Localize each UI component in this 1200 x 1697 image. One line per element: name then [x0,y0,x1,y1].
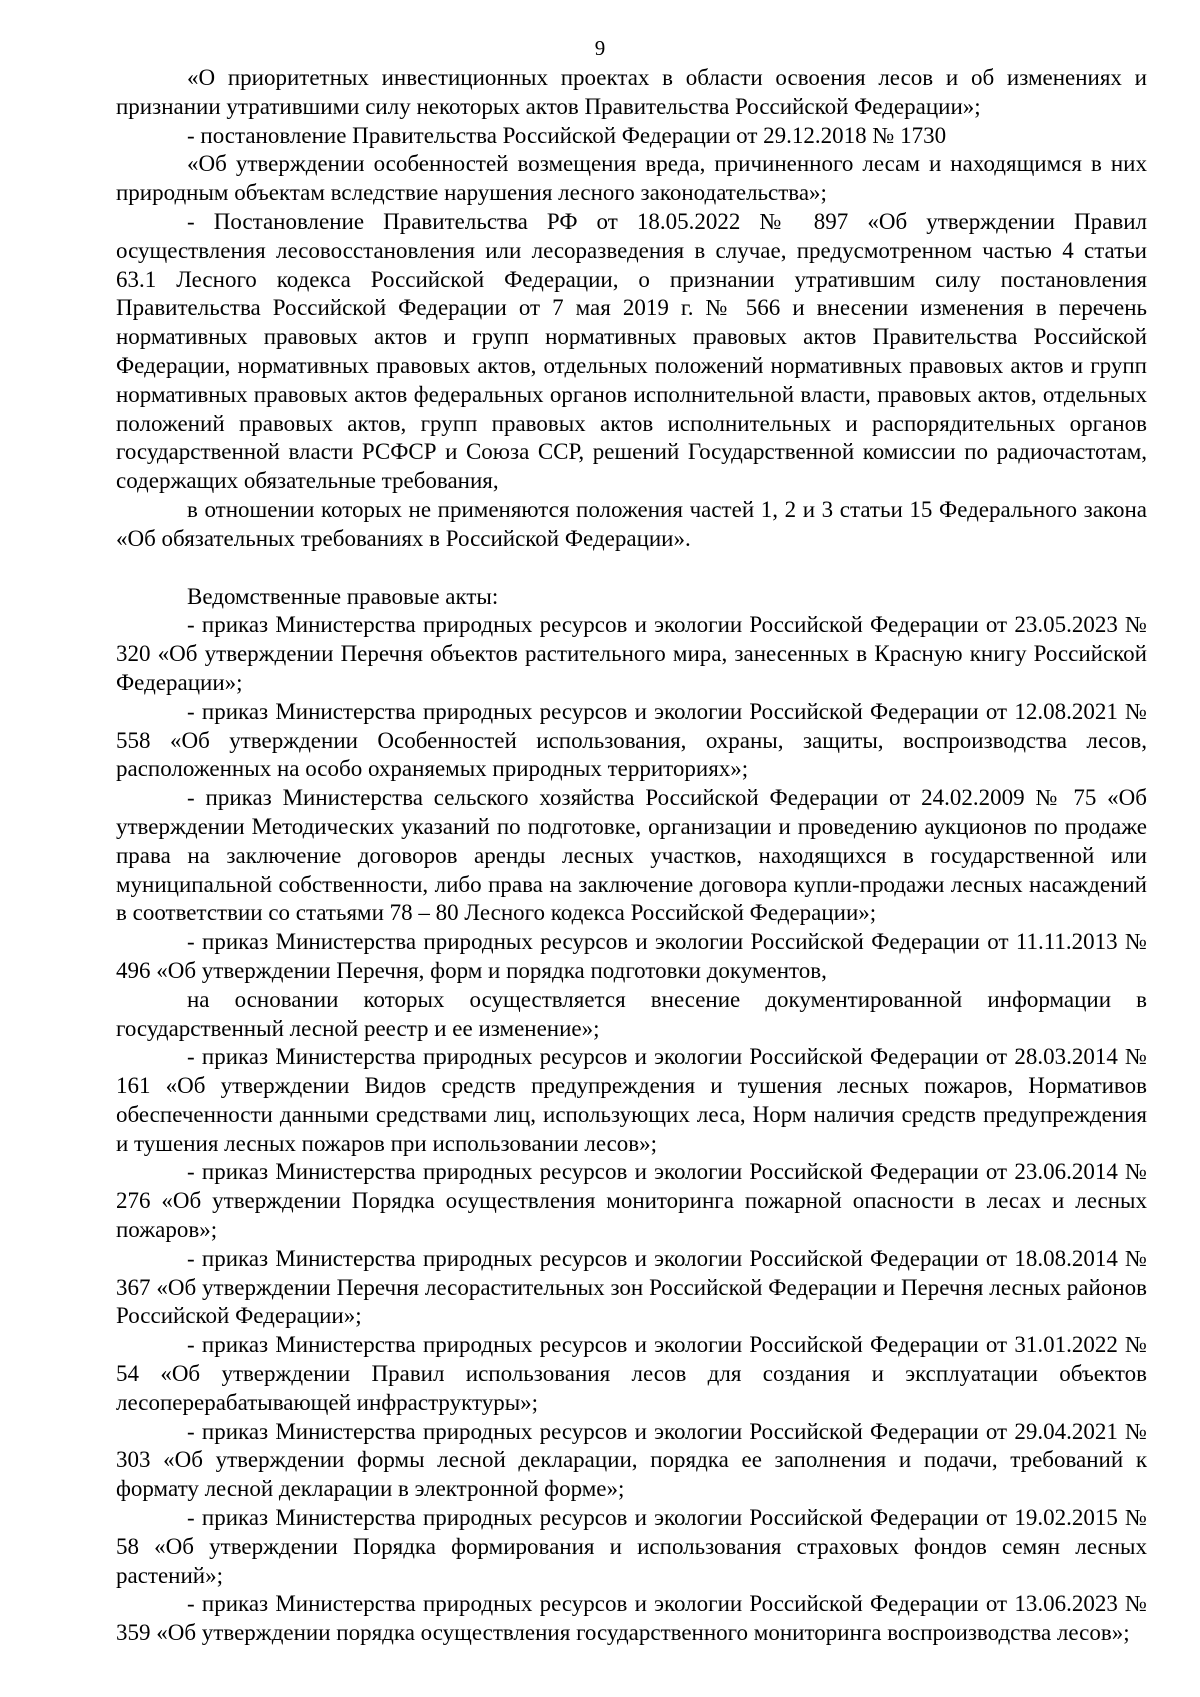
paragraph: в отношении которых не применяются положения частей 1, 2 и 3 статьи 15 Федерального закона «Об обязательных требованиях в Российской Федерации». [116,496,1147,551]
page-number: 9 [594,36,606,60]
paragraph: «Об утверждении особенностей возмещения вреда, причиненного лесам и находящимся в них природным объектам вследствие нарушения лесного законодательства»; [116,151,1147,206]
act-item: - приказ Министерства природных ресурсов и экологии Российской Федерации от 18.08.2014 № 367 «Об утверждении Перечня лесорастительных зон Российской Федерации и Перечня лесных районов Российской Федерации»; [116,1245,1147,1329]
paragraph: - Постановление Правительства РФ от 18.05.2022 № 897 «Об утверждении Правил осуществления лесовосстановления или лесоразведения в случае, предусмотренном частью 4 статьи 63.1 Лесного кодекса Российской Федерации, о признании утратившим силу постановления Правительства Российской Федерации от 7 мая 2019 г. № 566 и внесении изменения в перечень нормативных правовых актов и групп нормативных правовых актов Правительства Российской Федерации, нормативных правовых актов, отдельных положений нормативных правовых актов и групп нормативных правовых актов федеральных органов исполнительной власти, правовых актов, отдельных положений правовых актов, групп правовых актов исполнительных и распорядительных органов государственной власти РСФСР и Союза ССР, решений Государственной комиссии по радиочастотам, содержащих обязательные требования, [116,208,1147,494]
act-item: - приказ Министерства природных ресурсов и экологии Российской Федерации от 12.08.2021 № 558 «Об утверждении Особенностей использования, охраны, защиты, воспроизводства лесов, расположенных на особо охраняемых природных территориях»; [116,698,1147,782]
act-item: на основании которых осуществляется внесение документированной информации в государственный лесной реестр и ее изменение»; [116,986,1147,1041]
document-body [116,64,1147,1648]
act-item: - приказ Министерства сельского хозяйства Российской Федерации от 24.02.2009 № 75 «Об утверждении Методических указаний по подготовке, организации и проведению аукционов по продаже права на заключение договоров аренды лесных участков, находящихся в государственной или муниципальной собственности, либо права на заключение договора купли-продажи лесных насаждений в соответствии со статьями 78 – 80 Лесного кодекса Российской Федерации»; [116,785,1147,926]
act-item: - приказ Министерства природных ресурсов и экологии Российской Федерации от 11.11.2013 № 496 «Об утверждении Перечня, форм и порядка подготовки документов, [116,929,1147,983]
act-item: - приказ Министерства природных ресурсов и экологии Российской Федерации от 23.05.2023 № 320 «Об утверждении Перечня объектов растительного мира, занесенных в Красную книгу Российской Федерации»; [116,612,1147,695]
spacer [116,554,1147,583]
act-item: - приказ Министерства природных ресурсов и экологии Российской Федерации от 13.06.2023 № 359 «Об утверждении порядка осуществления государственного мониторинга воспроизводства лесов»; [116,1591,1147,1646]
act-item: - приказ Министерства природных ресурсов и экологии Российской Федерации от 29.04.2021 № 303 «Об утверждении формы лесной декларации, порядка ее заполнения и подачи, требований к формату лесной декларации в электронной форме»; [116,1418,1147,1502]
paragraph: - постановление Правительства Российской Федерации от 29.12.2018 № 1730 [187,122,947,148]
act-item: - приказ Министерства природных ресурсов и экологии Российской Федерации от 19.02.2015 № 58 «Об утверждении Порядка формирования и использования страховых фондов семян лесных растений»; [116,1505,1147,1588]
act-item: - приказ Министерства природных ресурсов и экологии Российской Федерации от 23.06.2014 № 276 «Об утверждении Порядка осуществления мониторинга пожарной опасности в лесах и лесных пожаров»; [116,1159,1147,1243]
paragraph: «О приоритетных инвестиционных проектах в области освоения лесов и об изменениях и признании утратившими силу некоторых актов Правительства Российской Федерации»; [116,65,1147,119]
act-item: - приказ Министерства природных ресурсов и экологии Российской Федерации от 31.01.2022 № 54 «Об утверждении Правил использования лесов для создания и эксплуатации объектов лесоперерабатывающей инфраструктуры»; [116,1332,1147,1415]
section-heading: Ведомственные правовые акты: [187,583,499,609]
act-item: - приказ Министерства природных ресурсов и экологии Российской Федерации от 28.03.2014 № 161 «Об утверждении Видов средств предупреждения и тушения лесных пожаров, Нормативов обеспеченности данными средствами лиц, использующих леса, Норм наличия средств предупреждения и тушения лесных пожаров при использовании лесов»; [116,1044,1147,1156]
